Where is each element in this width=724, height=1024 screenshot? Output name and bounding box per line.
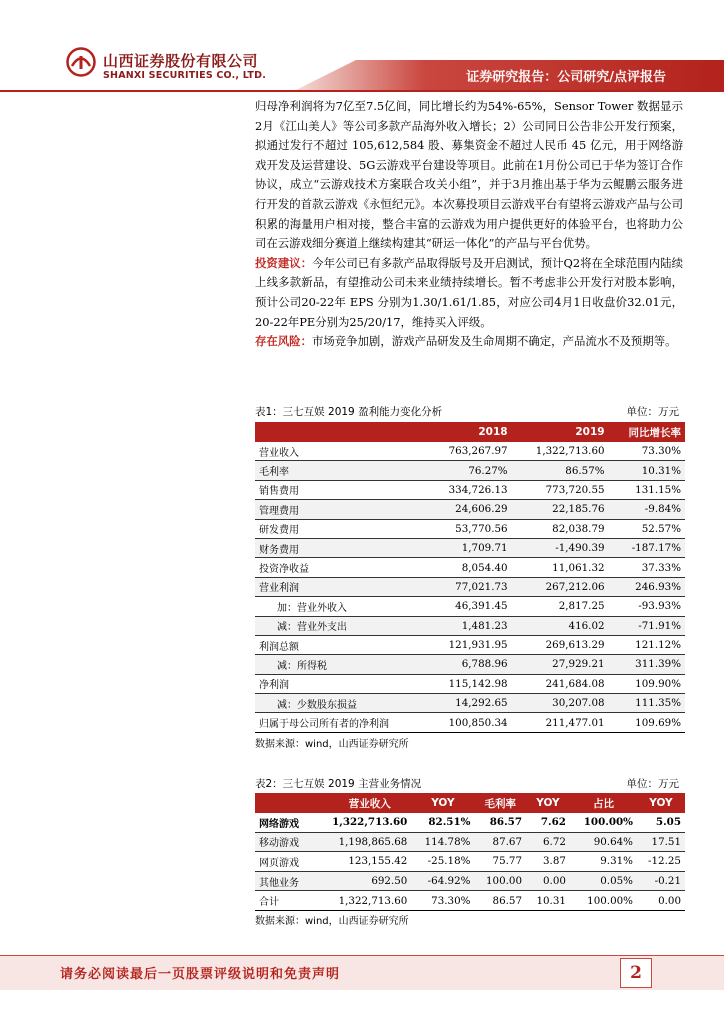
table1-row — [255, 480, 685, 499]
table1-cell: 211,477.01 — [512, 713, 609, 732]
table1-cell: 53,770.56 — [427, 519, 512, 538]
table1-cell: 52.57% — [609, 519, 685, 538]
table2-cell: 73.30% — [411, 891, 474, 911]
table2-source: 数据来源：wind，山西证券研究所 — [255, 916, 409, 927]
header-divider — [0, 90, 724, 92]
table1-row-label: 加：营业外收入 — [255, 597, 427, 616]
table1-row-label: 投资净收益 — [255, 558, 427, 577]
table2-header-cell: YOY — [637, 793, 685, 813]
table2-cell: -64.92% — [411, 871, 474, 891]
table1-row-label: 营业利润 — [255, 577, 427, 596]
table1-row — [255, 461, 685, 480]
table1-cell: 73.30% — [641, 445, 681, 458]
table2-row — [255, 852, 685, 872]
table1-cell: 22,185.76 — [512, 500, 609, 519]
table1-cell: 24,606.29 — [427, 500, 512, 519]
table1-cell: 311.39% — [609, 655, 685, 674]
table2-cell: 9.31% — [570, 852, 637, 872]
table1-cell: 246.93% — [609, 577, 685, 596]
table1-cell: 37.33% — [609, 558, 685, 577]
table2-row — [255, 813, 685, 832]
table1-cell: -71.91% — [609, 616, 685, 635]
page-header — [0, 0, 724, 92]
table1-cell: 773,720.55 — [512, 480, 609, 499]
table1-row — [255, 674, 685, 693]
table1-cell: 131.15% — [609, 480, 685, 499]
table1-cell: 109.90% — [609, 674, 685, 693]
table1-cell: 10.31% — [609, 461, 685, 480]
table1-row-label: 销售费用 — [255, 480, 427, 499]
table1-row — [255, 655, 685, 674]
table1-cell: 763,267.97 — [448, 445, 508, 458]
table2-header-cell — [255, 793, 328, 813]
table2-header-cell: 营业收入 — [328, 793, 411, 813]
table1-cell: 6,788.96 — [427, 655, 512, 674]
table2-cell: 17.51 — [637, 832, 685, 852]
report-type: 证券研究报告：公司研究/点评报告 — [466, 70, 666, 85]
table2-cell: 10.31 — [526, 891, 570, 911]
table2-title: 表2：三七互娱 2019 主营业务情况 — [255, 778, 422, 790]
table1-cell: 46,391.45 — [427, 597, 512, 616]
table1-cell: 1,322,713.60 — [535, 445, 605, 458]
table2 — [255, 793, 685, 911]
table1-header-cell: 2019 — [512, 422, 609, 442]
table1-cell: 2,817.25 — [512, 597, 609, 616]
table2-cell: 82.51% — [428, 816, 471, 829]
table2-cell: 0.00 — [526, 871, 570, 891]
table1-cell: 111.35% — [609, 694, 685, 713]
table1-row — [255, 597, 685, 616]
table2-cell: 692.50 — [328, 871, 411, 891]
table2-cell: 75.77 — [474, 852, 526, 872]
footer-divider — [0, 955, 724, 956]
table2-header-row — [255, 793, 685, 813]
table1-row-label: 减：少数股东损益 — [255, 694, 427, 713]
body-text — [255, 97, 683, 352]
table2-cell: 100.00% — [570, 891, 637, 911]
table1-cell: 11,061.32 — [512, 558, 609, 577]
table1-caption — [255, 404, 685, 419]
table1-cell: 8,054.40 — [427, 558, 512, 577]
table1-title: 表1：三七互娱 2019 盈利能力变化分析 — [255, 406, 443, 418]
table2-cell: 86.57 — [474, 891, 526, 911]
company-name-en: SHANXI SECURITIES CO., LTD. — [103, 70, 267, 81]
table2-cell: 5.05 — [655, 816, 681, 829]
footer-disclaimer: 请务必阅读最后一页股票评级说明和免责声明 — [60, 967, 341, 982]
table1-cell: 100,850.34 — [427, 713, 512, 732]
table1-cell: 1,481.23 — [427, 616, 512, 635]
table1-row — [255, 694, 685, 713]
page-number: 2 — [620, 958, 652, 988]
table1-row — [255, 500, 685, 519]
table1-cell: 241,684.08 — [512, 674, 609, 693]
table1-row — [255, 538, 685, 557]
table1-source: 数据来源：wind，山西证券研究所 — [255, 739, 409, 750]
table2-cell: 114.78% — [411, 832, 474, 852]
table2-header-cell: 毛利率 — [474, 793, 526, 813]
table1-row — [255, 616, 685, 635]
table1-cell: 77,021.73 — [427, 577, 512, 596]
table2-header-cell: YOY — [411, 793, 474, 813]
table1-row — [255, 713, 685, 732]
table2-cell: -25.18% — [411, 852, 474, 872]
company-logo-icon — [66, 47, 96, 77]
table2-row — [255, 871, 685, 891]
table1-row — [255, 519, 685, 538]
table2-row-label: 网页游戏 — [255, 852, 328, 872]
table1-header-cell — [255, 422, 427, 442]
table1-cell: 27,929.21 — [512, 655, 609, 674]
table1-row-label: 利润总额 — [255, 635, 427, 654]
table1-cell: 269,613.29 — [512, 635, 609, 654]
table1-cell: 121.12% — [609, 635, 685, 654]
table1-cell: -187.17% — [609, 538, 685, 557]
table2-cell: 0.00 — [637, 891, 685, 911]
table1-row-label: 归属于母公司所有者的净利润 — [255, 713, 427, 732]
table1-row-label: 营业收入 — [259, 447, 299, 459]
table1-row-label: 管理费用 — [255, 500, 427, 519]
table1-cell: 1,709.71 — [427, 538, 512, 557]
table1-header-cell: 同比增长率 — [609, 422, 685, 442]
table2-cell: 0.05% — [570, 871, 637, 891]
table1-cell: -1,490.39 — [512, 538, 609, 557]
table1-cell: -93.93% — [609, 597, 685, 616]
risk-text: 市场竞争加剧，游戏产品研发及生命周期不确定，产品流水不及预期等。 — [311, 334, 677, 349]
table1-cell: 86.57% — [512, 461, 609, 480]
company-name-cn: 山西证券股份有限公司 — [103, 52, 259, 70]
paragraph-invest — [255, 254, 683, 332]
table1-row — [255, 635, 685, 654]
table2-row-label: 其他业务 — [255, 871, 328, 891]
table2-cell: 3.87 — [526, 852, 570, 872]
table2-cell: 1,322,713.60 — [332, 816, 408, 829]
table2-cell: 1,322,713.60 — [328, 891, 411, 911]
table2-row — [255, 891, 685, 911]
table1-cell: 416.02 — [512, 616, 609, 635]
invest-text: 今年公司已有多款产品取得版号及开启测试，预计Q2将在全球范围内陆续上线多款新品，有望推动公司未来业绩持续增长。暂不考虑非公开发行对股本影响，预计公司20-22年 EPS 分别为1.30/1.61/1.85，对应公司4月1日收盘价32.01元，20-22年PE分别为25/20/17，维持买入评级。 — [255, 255, 683, 329]
table2-header-cell: 占比 — [570, 793, 637, 813]
table2-cell: 6.72 — [526, 832, 570, 852]
table1-row-label: 减：所得税 — [255, 655, 427, 674]
table2-caption — [255, 776, 685, 791]
table1-cell: 76.27% — [427, 461, 512, 480]
table1-cell: 14,292.65 — [427, 694, 512, 713]
paragraph-risk — [255, 332, 683, 352]
table1-row-label: 财务费用 — [255, 538, 427, 557]
table1-cell: 121,931.95 — [427, 635, 512, 654]
table1-cell: 115,142.98 — [427, 674, 512, 693]
table2-row-label: 移动游戏 — [255, 832, 328, 852]
table1-cell: 109.69% — [609, 713, 685, 732]
table2-header-cell: YOY — [526, 793, 570, 813]
table2-cell: 1,198,865.68 — [328, 832, 411, 852]
table1-row-label: 毛利率 — [255, 461, 427, 480]
table1-row — [255, 577, 685, 596]
paragraph-1: 归母净利润将为7亿至7.5亿间，同比增长约为54%-65%，Sensor Tower 数据显示2月《江山美人》等公司多款产品海外收入增长；2）公司同日公告非公开发行预案，拟通过发行不超过 105,612,584 股、募集资金不超过人民币 45 亿元，用于网络游戏开发及运营建设、5G云游戏平台建设等项目。此前在1月份公司已于华为签订合作协议，成立“云游戏技术方案联合攻关小组”，并于3月推出基于华为云鲲鹏云服务进行开发的首款云游戏《永恒纪元》。本次募投项目云游戏平台有望将云游戏产品与公司积累的海量用户相对接，整合丰富的云游戏为用户提供更好的体验平台，也将助力公司在云游戏细分赛道上继续构建其“研运一体化”的产品与平台优势。 — [255, 99, 683, 251]
invest-label: 投资建议： — [255, 255, 313, 270]
table2-cell: -12.25 — [637, 852, 685, 872]
table1-row-label: 研发费用 — [255, 519, 427, 538]
table1-row — [255, 558, 685, 577]
table2-cell: 86.57 — [489, 816, 523, 829]
table2-row-label: 网络游戏 — [259, 818, 299, 830]
table2-cell: 100.00% — [583, 816, 633, 829]
table1-header-cell: 2018 — [427, 422, 512, 442]
table2-cell: -0.21 — [637, 871, 685, 891]
table1-row — [255, 442, 685, 461]
table2-cell: 90.64% — [570, 832, 637, 852]
table1-unit: 单位：万元 — [626, 406, 679, 418]
table1 — [255, 422, 685, 733]
table1-cell: -9.84% — [609, 500, 685, 519]
table1-header-row — [255, 422, 685, 442]
table1-cell: 82,038.79 — [512, 519, 609, 538]
risk-label: 存在风险： — [255, 334, 312, 349]
table1-cell: 267,212.06 — [512, 577, 609, 596]
table2-cell: 7.62 — [540, 816, 566, 829]
table2-cell: 100.00 — [474, 871, 526, 891]
table2-unit: 单位：万元 — [626, 778, 679, 790]
table1-row-label: 减：营业外支出 — [255, 616, 427, 635]
table2-row-label: 合计 — [255, 891, 328, 911]
table1-cell: 30,207.08 — [512, 694, 609, 713]
table1-cell: 334,726.13 — [427, 480, 512, 499]
table2-cell: 87.67 — [474, 832, 526, 852]
table1-row-label: 净利润 — [255, 674, 427, 693]
table2-row — [255, 832, 685, 852]
table2-cell: 123,155.42 — [328, 852, 411, 872]
